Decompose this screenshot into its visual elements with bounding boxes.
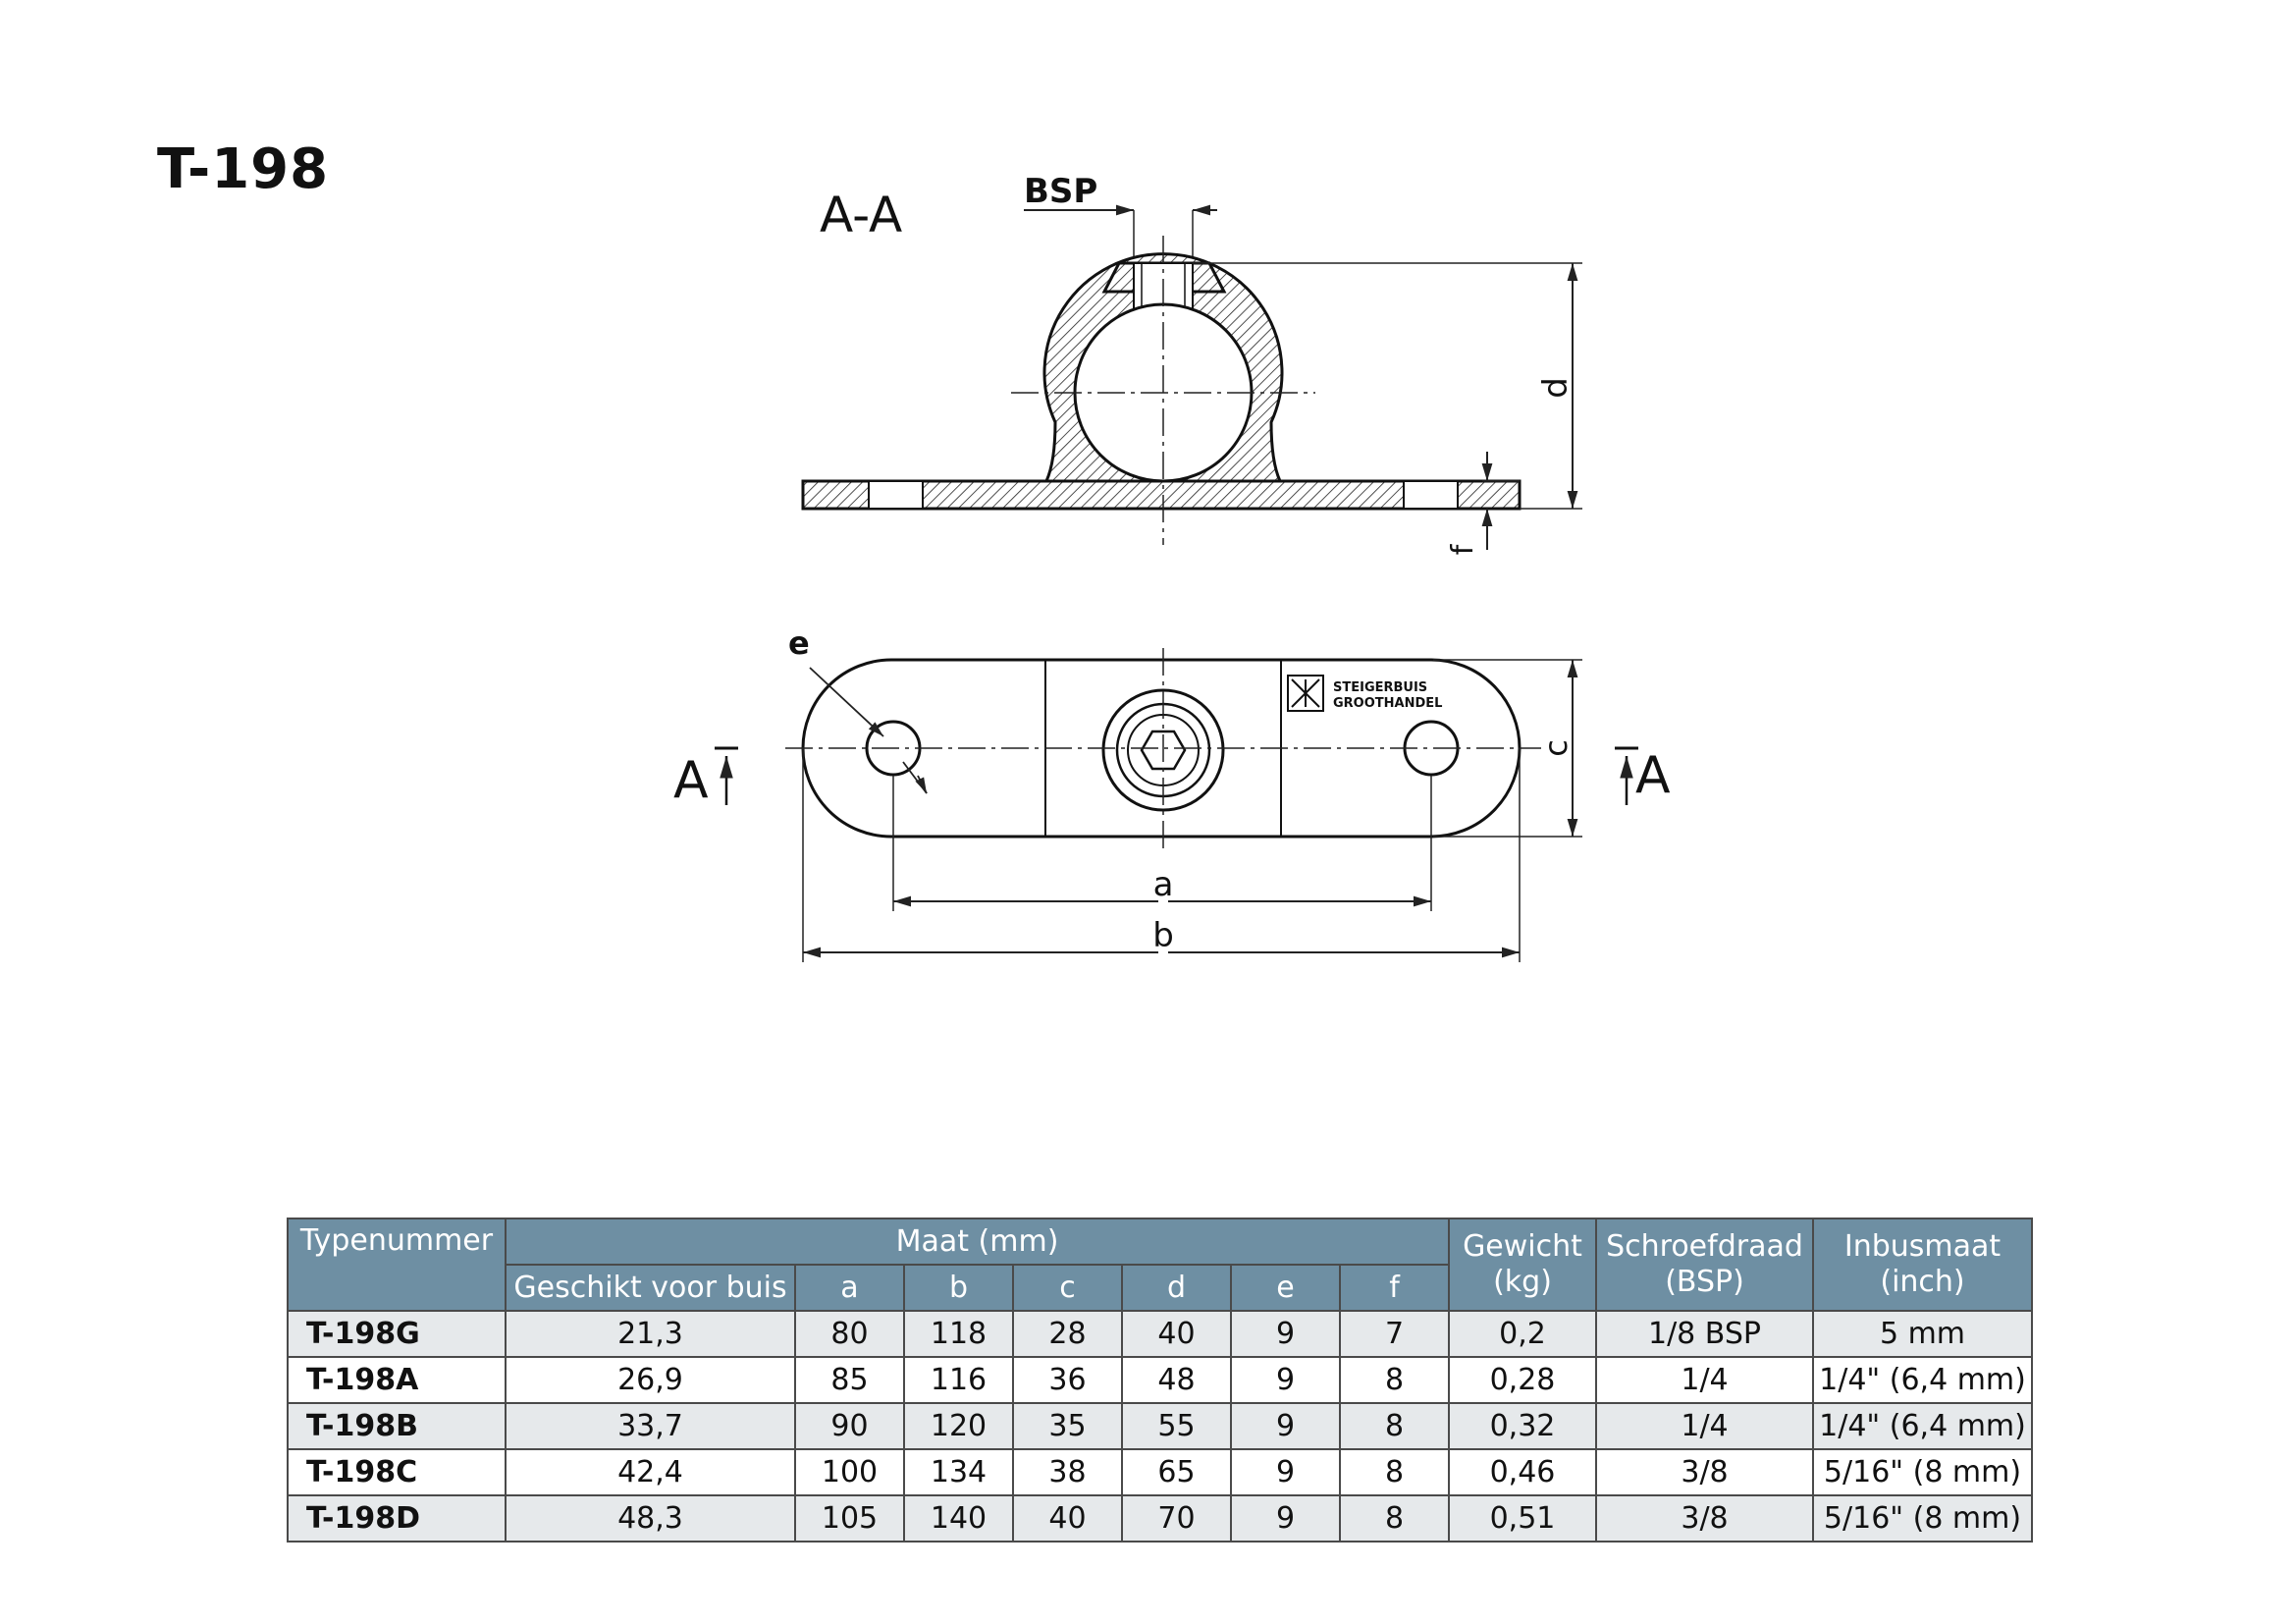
cell-c: 40 [1013,1495,1122,1542]
cell-c: 28 [1013,1311,1122,1357]
cell-tube: 33,7 [506,1403,795,1449]
cell-thread: 1/4 [1596,1403,1813,1449]
cell-type: T-198B [288,1403,506,1449]
cell-a: 105 [795,1495,904,1542]
table-row [288,1311,2032,1357]
cell-tube: 26,9 [506,1357,795,1403]
table-row [288,1403,2032,1449]
cell-e: 9 [1231,1449,1340,1495]
logo-line1: STEIGERBUIS [1333,680,1428,695]
top-view [673,624,1671,962]
cell-e: 9 [1231,1311,1340,1357]
cell-b: 118 [904,1311,1013,1357]
header-col-tube: Geschikt voor buis [506,1265,795,1311]
logo-line2: GROOTHANDEL [1333,696,1443,711]
cell-d: 40 [1122,1311,1231,1357]
header-col-a: a [795,1265,904,1311]
dim-d: d [1536,377,1575,399]
cell-f: 8 [1340,1357,1449,1403]
cell-type: T-198C [288,1449,506,1495]
cell-hex: 5 mm [1813,1311,2032,1357]
cell-hex: 1/4" (6,4 mm) [1813,1403,2032,1449]
page-title: T-198 [157,137,330,201]
bsp-label: BSP [1024,172,1098,211]
cell-a: 85 [795,1357,904,1403]
cell-tube: 42,4 [506,1449,795,1495]
cell-f: 7 [1340,1311,1449,1357]
cell-f: 8 [1340,1403,1449,1449]
cell-c: 38 [1013,1449,1122,1495]
cell-tube: 21,3 [506,1311,795,1357]
cell-c: 36 [1013,1357,1122,1403]
cell-weight: 0,28 [1449,1357,1596,1403]
dim-b: b [1152,916,1174,955]
cell-weight: 0,51 [1449,1495,1596,1542]
header-weight: Gewicht (kg) [1449,1218,1596,1311]
cell-a: 90 [795,1403,904,1449]
header-col-c: c [1013,1265,1122,1311]
cut-label-left: A [673,751,709,810]
section-view [803,172,1582,555]
cell-weight: 0,46 [1449,1449,1596,1495]
cell-type: T-198G [288,1311,506,1357]
cell-b: 120 [904,1403,1013,1449]
dim-f: f [1446,544,1480,556]
cell-weight: 0,32 [1449,1403,1596,1449]
cell-d: 65 [1122,1449,1231,1495]
header-col-d: d [1122,1265,1231,1311]
cell-thread: 1/8 BSP [1596,1311,1813,1357]
cell-weight: 0,2 [1449,1311,1596,1357]
cell-b: 134 [904,1449,1013,1495]
cell-thread: 3/8 [1596,1495,1813,1542]
cell-hex: 5/16" (8 mm) [1813,1449,2032,1495]
cell-b: 116 [904,1357,1013,1403]
header-col-b: b [904,1265,1013,1311]
header-hex: Inbusmaat (inch) [1813,1218,2032,1311]
cell-f: 8 [1340,1495,1449,1542]
section-label: A-A [820,187,903,244]
cell-type: T-198D [288,1495,506,1542]
header-col-e: e [1231,1265,1340,1311]
dim-e: e [788,624,810,662]
dim-c: c [1537,739,1575,757]
cell-e: 9 [1231,1495,1340,1542]
cell-thread: 3/8 [1596,1449,1813,1495]
cell-e: 9 [1231,1403,1340,1449]
cell-type: T-198A [288,1357,506,1403]
cell-c: 35 [1013,1403,1122,1449]
cell-hex: 5/16" (8 mm) [1813,1495,2032,1542]
spec-table [287,1218,2033,1543]
cut-label-right: A [1635,746,1671,805]
cell-b: 140 [904,1495,1013,1542]
cell-f: 8 [1340,1449,1449,1495]
table-row [288,1495,2032,1542]
cell-e: 9 [1231,1357,1340,1403]
cell-d: 70 [1122,1495,1231,1542]
header-col-f: f [1340,1265,1449,1311]
table-row [288,1449,2032,1495]
header-size: Maat (mm) [506,1218,1449,1265]
header-type: Typenummer [288,1218,506,1311]
dim-a: a [1152,865,1174,904]
cell-hex: 1/4" (6,4 mm) [1813,1357,2032,1403]
header-thread: Schroefdraad (BSP) [1596,1218,1813,1311]
cell-d: 55 [1122,1403,1231,1449]
cell-d: 48 [1122,1357,1231,1403]
cell-a: 80 [795,1311,904,1357]
cell-a: 100 [795,1449,904,1495]
cell-tube: 48,3 [506,1495,795,1542]
cell-thread: 1/4 [1596,1357,1813,1403]
table-row [288,1357,2032,1403]
